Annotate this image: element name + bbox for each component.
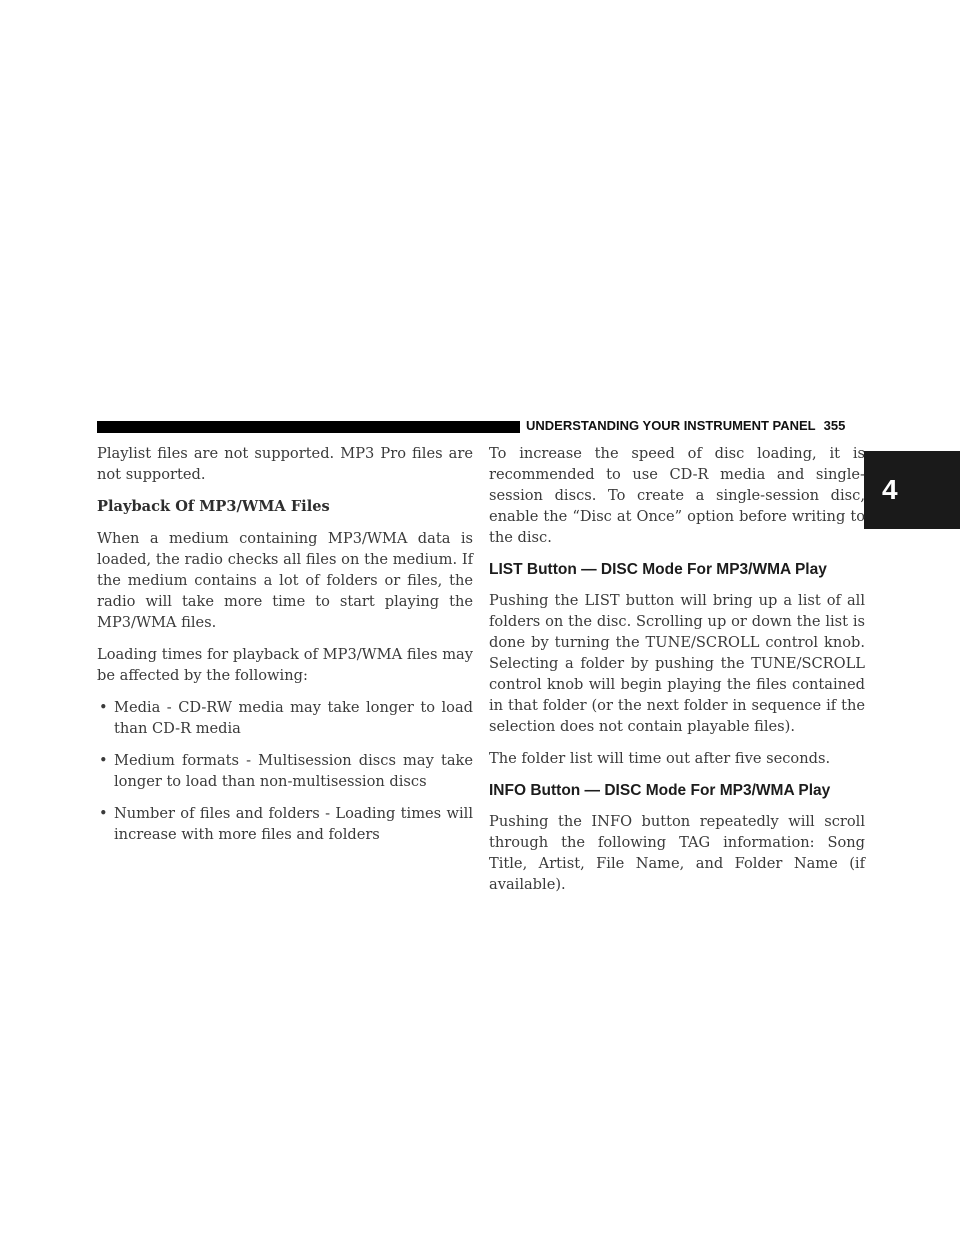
list-item (97, 803, 473, 845)
section-title: UNDERSTANDING YOUR INSTRUMENT PANEL (526, 418, 816, 433)
left-column (97, 443, 473, 856)
right-column (489, 443, 865, 906)
chapter-tab (864, 451, 960, 529)
bullet-icon: • (99, 752, 108, 769)
paragraph-list-button: Pushing the LIST button will bring up a list of all folders on the disc. Scrolling up or down the list is done by turning the TUNE/SCROLL control knob. Selecting a folder by pushing the TUNE/SCROLL control knob will begin playing the files contained in that folder (or the next folder in sequence if the selection does not contain playable files). (489, 592, 865, 735)
header-rule (97, 421, 520, 433)
paragraph-disc-loading: To increase the speed of disc loading, it is recommended to use CD-R media and single-session discs. To create a single-session disc, enable the “Disc at Once” option before writing to the disc. (489, 445, 865, 546)
paragraph-loading-times: Loading times for playback of MP3/WMA files may be affected by the following: (97, 646, 473, 684)
list-item (97, 750, 473, 792)
paragraph-playlist: Playlist files are not supported. MP3 Pro files are not supported. (97, 445, 473, 483)
bullet-icon: • (99, 699, 108, 716)
list-item-text: Medium formats - Multisession discs may take longer to load than non-multisession discs (114, 752, 473, 790)
chapter-number: 4 (882, 474, 898, 505)
bullet-list (97, 697, 473, 845)
page-number: 355 (823, 418, 846, 433)
paragraph-folder-timeout: The folder list will time out after five seconds. (489, 750, 831, 767)
heading-info-button: INFO Button — DISC Mode For MP3/WMA Play (489, 782, 831, 799)
paragraph-medium-loaded: When a medium containing MP3/WMA data is loaded, the radio checks all files on the medium. If the medium contains a lot of folders or files, the radio will take more time to start playing the MP3/WMA files. (97, 530, 473, 631)
bullet-icon: • (99, 805, 108, 822)
heading-list-button: LIST Button — DISC Mode For MP3/WMA Play (489, 561, 827, 578)
paragraph-info-button: Pushing the INFO button repeatedly will scroll through the following TAG information: Song Title, Artist, File Name, and Folder Name (if available). (489, 813, 865, 893)
list-item (97, 697, 473, 739)
list-item-text: Number of files and folders - Loading times will increase with more files and folders (114, 805, 473, 843)
running-header (526, 418, 845, 433)
subhead-playback: Playback Of MP3/WMA Files (97, 498, 330, 515)
list-item-text: Media - CD-RW media may take longer to load than CD-R media (114, 699, 473, 737)
